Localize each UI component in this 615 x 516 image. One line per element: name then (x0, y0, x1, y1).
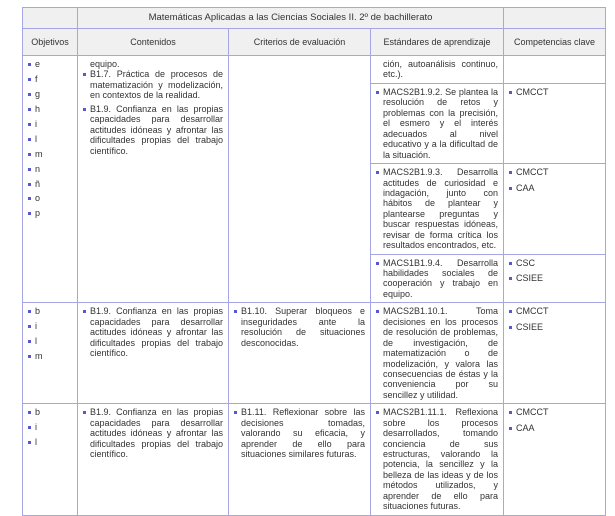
list-item: i (28, 321, 72, 331)
table-row (23, 303, 606, 404)
list-item: B1.11. Reflexionar sobre las decisiones tomadas, valorando su eficacia, y aprender de ello para situaciones similares futuras. (234, 407, 365, 459)
bullet-icon (234, 411, 237, 414)
cell-contenidos-row2 (78, 303, 229, 404)
cell-contenidos-row3 (78, 404, 229, 515)
list-item: MACS2B1.10.1. Toma decisiones en los procesos de resolución de problemas, de investigación, de matematización o de modelización, y valora las consecuencias de éstas y la conveniencia por su sencillez y utilidad. (376, 306, 498, 400)
bullet-icon (28, 441, 31, 444)
cell-estandar-row2 (371, 303, 504, 404)
bullet-icon (234, 310, 237, 313)
table-row (23, 56, 606, 84)
table-title-row (23, 8, 606, 29)
bullet-icon (28, 93, 31, 96)
list-item: B1.9. Confianza en las propias capacidades para desarrollar actitudes idóneas y afrontar las dificultades propias del trabajo científico. (83, 104, 223, 156)
cell-criterios-row2 (229, 303, 371, 404)
bullet-icon (83, 310, 86, 313)
list-item: CSC (509, 258, 600, 268)
list-item: m (28, 149, 72, 159)
cell-competencias-row1-sub3 (504, 164, 606, 255)
list-item: ñ (28, 179, 72, 189)
header-objetivos: Objetivos (23, 29, 78, 56)
header-contenidos: Contenidos (78, 29, 229, 56)
cell-criterios-row3 (229, 404, 371, 515)
bullet-icon (28, 138, 31, 141)
bullet-icon (28, 183, 31, 186)
bullet-icon (28, 355, 31, 358)
title-row-empty-right (504, 8, 606, 29)
list-item: CSIEE (509, 322, 600, 332)
bullet-icon (376, 310, 379, 313)
continuation-text: ción, autoanálisis continuo, etc.). (383, 59, 498, 80)
list-item: m (28, 351, 72, 361)
cell-criterios-row1 (229, 56, 371, 303)
list-item: B1.9. Confianza en las propias capacidades para desarrollar actitudes idóneas y afrontar las dificultades propias del trabajo científico. (83, 306, 223, 358)
list-item: CMCCT (509, 407, 600, 417)
list-item: MACS1B1.9.4. Desarrolla habilidades sociales de cooperación y trabajo en equipo. (376, 258, 498, 300)
cell-estandar-row1-sub3 (371, 164, 504, 255)
bullet-icon (83, 108, 86, 111)
bullet-icon (376, 262, 379, 265)
bullet-icon (28, 63, 31, 66)
list-item: h (28, 104, 72, 114)
table-row (23, 404, 606, 515)
list-item: CAA (509, 183, 600, 193)
list-item: i (28, 422, 72, 432)
bullet-icon (376, 171, 379, 174)
bullet-icon (83, 411, 86, 414)
list-item: MACS2B1.9.2. Se plantea la resolución de retos y problemas con la precisión, el esmero y el interés adecuados al nivel educativo y a la dificultad de la situación. (376, 87, 498, 160)
list-item: i (28, 119, 72, 129)
list-item: f (28, 74, 72, 84)
bullet-icon (509, 326, 512, 329)
cell-competencias-row1-sub4 (504, 254, 606, 303)
header-estandares: Estándares de aprendizaje (371, 29, 504, 56)
list-item: B1.7. Práctica de procesos de matematización y modelización, en contextos de la realidad. (83, 69, 223, 100)
bullet-icon (509, 171, 512, 174)
cell-competencias-row2 (504, 303, 606, 404)
list-item: l (28, 134, 72, 144)
list-item: B1.9. Confianza en las propias capacidades para desarrollar actitudes idóneas y afrontar las dificultades propias del trabajo científico. (83, 407, 223, 459)
bullet-icon (509, 262, 512, 265)
bullet-icon (28, 197, 31, 200)
table-header-row (23, 29, 606, 56)
list-item: MACS2B1.11.1. Reflexiona sobre los procesos desarrollados, tomando conciencia de sus estructuras, valorando la potencia, la sencillez y la belleza de las ideas y de los métodos utilizados, y aprender de ello para situaciones futuras. (376, 407, 498, 511)
bullet-icon (509, 91, 512, 94)
cell-competencias-row3 (504, 404, 606, 515)
list-item: CMCCT (509, 167, 600, 177)
bullet-icon (509, 310, 512, 313)
bullet-icon (28, 340, 31, 343)
list-item: CAA (509, 423, 600, 433)
list-item: CMCCT (509, 87, 600, 97)
list-item: n (28, 164, 72, 174)
bullet-icon (509, 187, 512, 190)
cell-competencias-row1-sub2 (504, 84, 606, 164)
list-item: g (28, 89, 72, 99)
list-item: CSIEE (509, 273, 600, 283)
table-title: Matemáticas Aplicadas a las Ciencias Sociales II. 2º de bachillerato (78, 8, 504, 29)
list-item: p (28, 208, 72, 218)
header-competencias: Competencias clave (504, 29, 606, 56)
list-item: l (28, 336, 72, 346)
list-item: CMCCT (509, 306, 600, 316)
bullet-icon (28, 78, 31, 81)
continuation-text: equipo. (90, 59, 120, 69)
cell-objetivos-row2 (23, 303, 78, 404)
bullet-icon (28, 153, 31, 156)
list-item: b (28, 306, 72, 316)
bullet-icon (376, 411, 379, 414)
bullet-icon (83, 73, 86, 76)
bullet-icon (28, 108, 31, 111)
bullet-icon (509, 427, 512, 430)
cell-estandar-row3 (371, 404, 504, 515)
bullet-icon (376, 91, 379, 94)
bullet-icon (28, 325, 31, 328)
list-item: MACS2B1.9.3. Desarrolla actitudes de curiosidad e indagación, junto con hábitos de plantear y plantearse preguntas y buscar respuestas idóneas, revisar de forma crítica los resultados encontrados, etc. (376, 167, 498, 251)
list-item: B1.10. Superar bloqueos e inseguridades ante la resolución de situaciones desconocidas. (234, 306, 365, 348)
header-criterios: Criterios de evaluación (229, 29, 371, 56)
list-item: o (28, 193, 72, 203)
bullet-icon (28, 212, 31, 215)
bullet-icon (28, 168, 31, 171)
cell-objetivos-row3 (23, 404, 78, 515)
cell-contenidos-row1 (78, 56, 229, 303)
cell-estandar-row1-sub4 (371, 254, 504, 303)
cell-competencias-row1-sub1 (504, 56, 606, 84)
cell-estandar-row1-sub2 (371, 84, 504, 164)
bullet-icon (28, 123, 31, 126)
title-row-empty-left (23, 8, 78, 29)
list-item: e (28, 59, 72, 69)
bullet-icon (28, 426, 31, 429)
curriculum-table (22, 7, 606, 516)
cell-objetivos-row1 (23, 56, 78, 303)
list-item: b (28, 407, 72, 417)
bullet-icon (509, 277, 512, 280)
bullet-icon (28, 310, 31, 313)
cell-estandar-row1-sub1 (371, 56, 504, 84)
bullet-icon (28, 411, 31, 414)
bullet-icon (509, 411, 512, 414)
list-item: l (28, 437, 72, 447)
